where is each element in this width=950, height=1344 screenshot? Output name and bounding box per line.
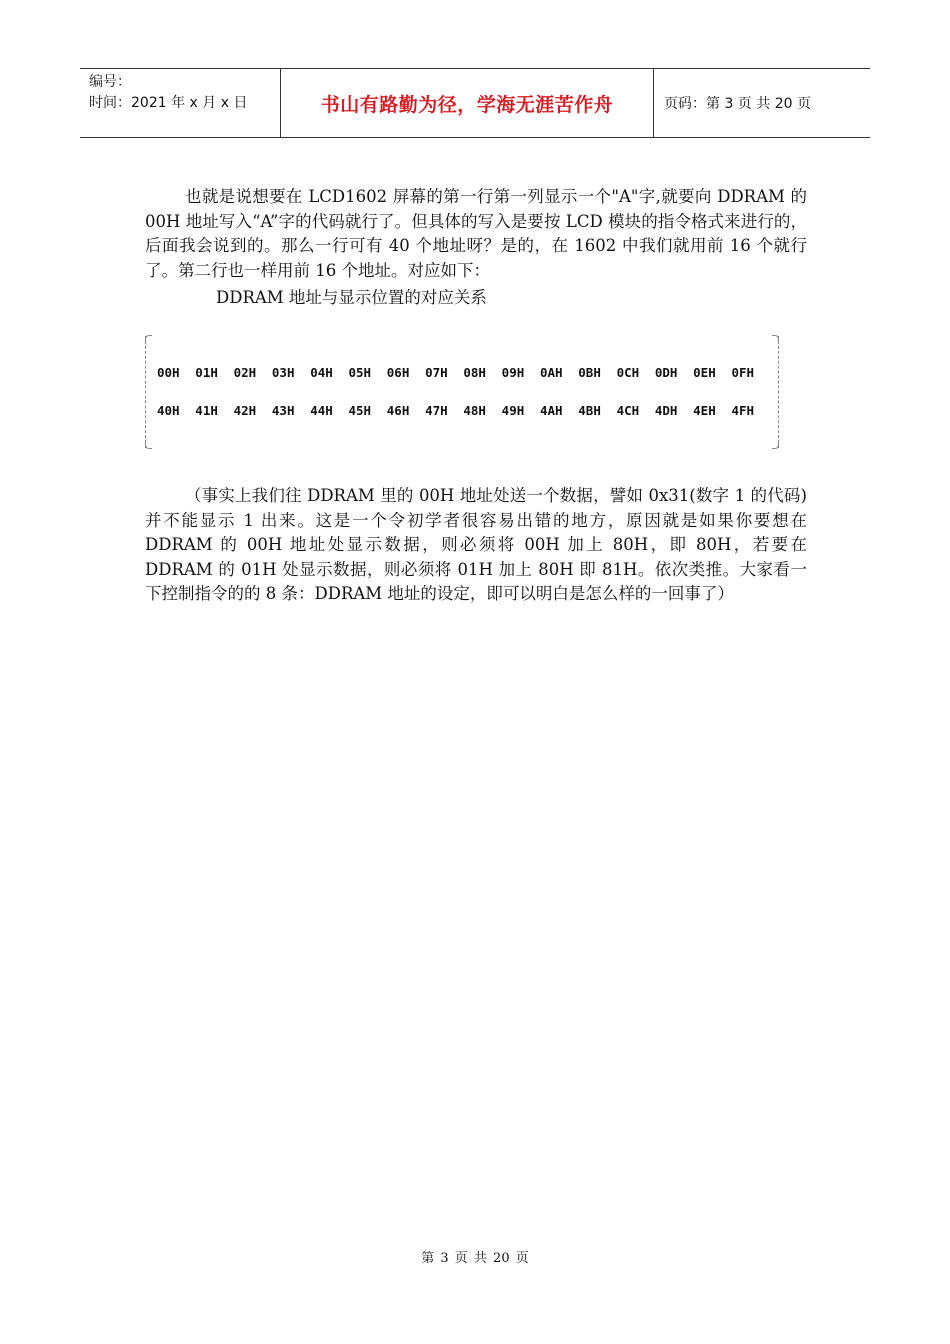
address-row-1 bbox=[157, 365, 770, 380]
address-cell: 4EH bbox=[693, 403, 716, 418]
address-cell: 4CH bbox=[616, 403, 640, 418]
address-cell: 4FH bbox=[731, 403, 755, 418]
address-cell: 0AH bbox=[539, 365, 563, 380]
address-cell: 0EH bbox=[693, 365, 716, 380]
corner-mark bbox=[145, 335, 152, 342]
address-cell: 4DH bbox=[654, 403, 678, 418]
page-header bbox=[80, 68, 870, 138]
corner-mark bbox=[772, 335, 779, 342]
address-cell: 00H bbox=[157, 365, 180, 380]
address-cell: 42H bbox=[233, 403, 257, 418]
header-meta bbox=[80, 69, 281, 137]
address-cell: 48H bbox=[463, 403, 486, 418]
address-cell: 08H bbox=[463, 365, 486, 380]
body-paragraph-2: （事实上我们往 DDRAM 里的 00H 地址处送一个数据，譬如 0x31(数字 1 的代码)并不能显示 1 出来。这是一个令初学者很容易出错的地方，原因就是如果你要想在 DDRAM 的 00H 地址处显示数据，则必须将 00H 加上 80H，即 80H，若要在 DDRAM 的 01H 处显示数据，则必须将 01H 加上 80H 即 81H。依次类推。大家看一下控制指令的的 8 条：DDRAM 地址的设定，即可以明白是怎么样的一回事了） bbox=[145, 486, 807, 603]
address-cell: 04H bbox=[310, 365, 333, 380]
address-cell: 0FH bbox=[731, 365, 755, 380]
header-page-info bbox=[654, 69, 870, 137]
address-cell: 41H bbox=[195, 403, 218, 418]
address-cell: 07H bbox=[425, 365, 448, 380]
header-motto: 书山有路勤为径，学海无涯苦作舟 bbox=[281, 69, 654, 137]
address-cell: 40H bbox=[157, 403, 180, 418]
address-cell: 03H bbox=[271, 365, 295, 380]
corner-mark bbox=[145, 442, 152, 449]
address-cell: 44H bbox=[310, 403, 333, 418]
address-cell: 4BH bbox=[578, 403, 601, 418]
page-info: 页码：第 3 页 共 20 页 bbox=[664, 96, 811, 112]
address-cell: 45H bbox=[348, 403, 372, 418]
table-caption: DDRAM 地址与显示位置的对应关系 bbox=[216, 288, 487, 307]
address-cell: 09H bbox=[501, 365, 525, 380]
address-cell: 46H bbox=[386, 403, 410, 418]
address-cell: 0CH bbox=[616, 365, 640, 380]
address-cell: 4AH bbox=[539, 403, 563, 418]
address-cell: 0BH bbox=[578, 365, 601, 380]
ddram-address-table bbox=[145, 336, 779, 448]
address-cell: 49H bbox=[501, 403, 525, 418]
address-row-2 bbox=[157, 403, 770, 418]
address-cell: 01H bbox=[195, 365, 218, 380]
address-cell: 05H bbox=[348, 365, 372, 380]
page-footer: 第 3 页 共 20 页 bbox=[421, 1251, 529, 1266]
body-paragraph-1: 也就是说想要在 LCD1602 屏幕的第一行第一列显示一个"A"字,就要向 DDRAM 的 00H 地址写入“A”字的代码就行了。但具体的写入是要按 LCD 模块的指令格式来进行的，后面我会说到的。那么一行可有 40 个地址呀？是的，在 1602 中我们就用前 16 个就行了。第二行也一样用前 16 个地址。对应如下： bbox=[145, 187, 807, 280]
address-cell: 0DH bbox=[654, 365, 678, 380]
address-cell: 43H bbox=[271, 403, 295, 418]
corner-mark bbox=[772, 442, 779, 449]
address-cell: 06H bbox=[386, 365, 410, 380]
document-number: 编号： bbox=[89, 74, 131, 90]
address-cell: 47H bbox=[425, 403, 448, 418]
address-cell: 02H bbox=[233, 365, 257, 380]
document-date: 时间：2021 年 x 月 x 日 bbox=[89, 95, 248, 111]
